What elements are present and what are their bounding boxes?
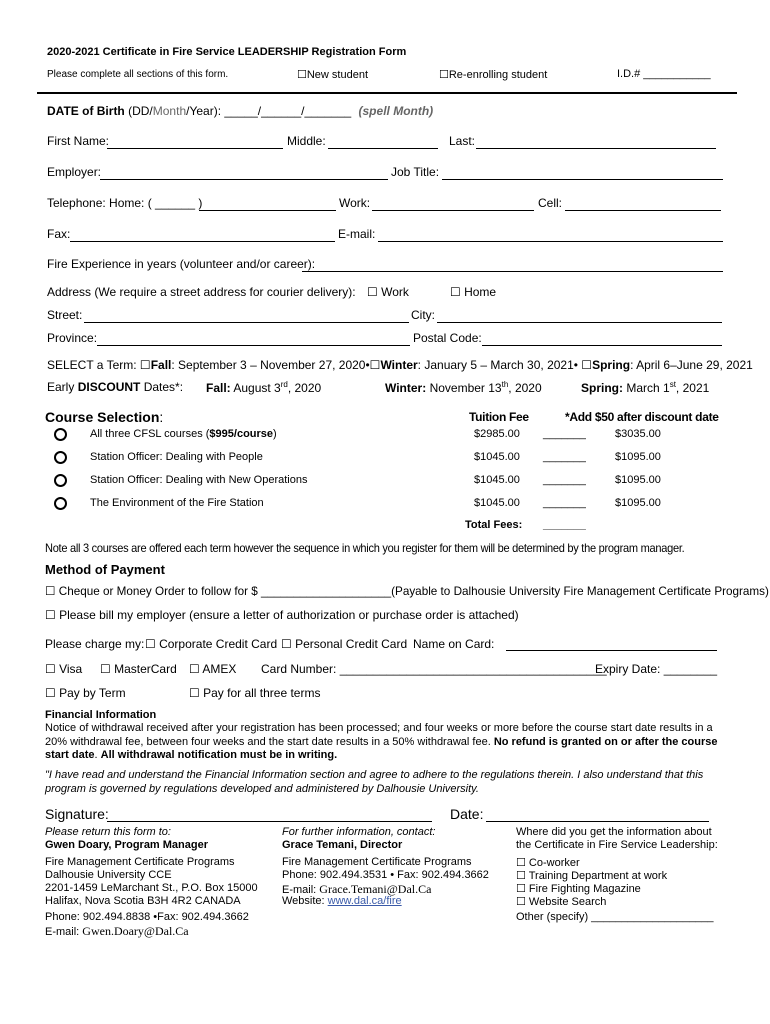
financial-line3-normal: .: [94, 749, 101, 761]
program-manager-name: Gwen Doary, Program Manager: [45, 839, 209, 851]
middle-name-label: Middle:: [287, 134, 326, 148]
home-phone-input[interactable]: [199, 210, 336, 211]
city-input[interactable]: [437, 322, 722, 323]
course-fee: $1045.00: [474, 497, 520, 509]
first-name-input[interactable]: [107, 148, 283, 149]
dob-dd: (DD/: [124, 104, 153, 118]
signature-label: Signature:: [45, 806, 109, 822]
pay-all-terms-checkbox[interactable]: ☐ Pay for all three terms: [189, 686, 321, 700]
winter-discount-date: [385, 380, 542, 395]
dob-month: Month: [152, 104, 187, 118]
source-training-department-checkbox[interactable]: ☐ Training Department at work: [516, 870, 668, 882]
financial-info-line-1: Notice of withdrawal received after your registration has been processed; and four weeks or more before the course start date results in a: [45, 722, 713, 734]
header-divider: [37, 92, 737, 94]
course-name-environment: The Environment of the Fire Station: [90, 497, 264, 509]
form-instructions: Please complete all sections of this form.: [47, 69, 229, 80]
discount-fee-header: *Add $50 after discount date: [565, 410, 719, 424]
early-discount-label: [47, 380, 183, 394]
reenrolling-student-checkbox[interactable]: ☐Re-enrolling student: [439, 69, 548, 81]
new-student-checkbox[interactable]: ☐New student: [297, 69, 369, 81]
id-number-field[interactable]: I.D.# ___________: [617, 68, 711, 80]
term-spring-dates: : April 6–June 29, 2021: [630, 358, 753, 372]
winter-disc-date: November 13: [426, 381, 502, 395]
last-name-input[interactable]: [476, 148, 716, 149]
spring-disc-sup: st: [669, 380, 676, 389]
form-title: 2020-2021 Certificate in Fire Service LEADERSHIP Registration Form: [47, 46, 407, 58]
course-sequence-note: Note all 3 courses are offered each term however the sequence in which you register for them will be determined by the program manager.: [45, 541, 685, 555]
bill-employer-checkbox[interactable]: ☐ Please bill my employer (ensure a letter of authorization or purchase order is attached): [45, 608, 519, 622]
financial-line3-bold: start date: [45, 749, 95, 761]
course-amount-blank[interactable]: _______: [543, 474, 586, 486]
fall-disc-date: August 3: [230, 381, 281, 395]
email-input[interactable]: [378, 241, 723, 242]
course-name-bold: $995/course: [209, 428, 274, 440]
total-fees-label: Total Fees:: [465, 519, 523, 531]
corporate-card-checkbox[interactable]: ☐ Corporate Credit Card: [145, 637, 278, 651]
name-on-card-label: Name on Card:: [413, 637, 495, 651]
tuition-fee-header: Tuition Fee: [469, 410, 529, 424]
charge-my-label: Please charge my:: [45, 637, 145, 651]
return-email-label: E-mail:: [45, 926, 83, 938]
course-selection-heading: [45, 409, 163, 425]
fall-discount-date: [206, 380, 321, 395]
pay-by-term-checkbox[interactable]: ☐ Pay by Term: [45, 686, 126, 700]
work-phone-label: Work:: [339, 196, 371, 210]
return-phone-fax: Phone: 902.494.8838 •Fax: 902.494.3662: [45, 911, 249, 923]
date-label: Date:: [450, 806, 484, 822]
fall-disc-label: Fall:: [206, 381, 231, 395]
province-input[interactable]: [97, 345, 410, 346]
cell-phone-label: Cell:: [538, 196, 563, 210]
info-website-line: [282, 895, 402, 907]
agreement-statement-line-1: "I have read and understand the Financial Information section and agree to adhere to the regulations therein. I also understand that this: [45, 769, 704, 781]
term-fall: Fall: [150, 358, 172, 372]
return-email[interactable]: Gwen.Doary@Dal.Ca: [82, 924, 189, 938]
return-email-line: [45, 924, 189, 939]
job-title-label: Job Title:: [391, 165, 440, 179]
address-work-checkbox[interactable]: ☐ Work: [367, 285, 409, 299]
course-heading-colon: :: [159, 409, 164, 425]
course-name-all-three: [90, 428, 277, 440]
winter-disc-sup: th: [501, 380, 509, 389]
card-number-field[interactable]: Card Number: ________________________________________: [261, 662, 607, 676]
street-input[interactable]: [84, 322, 409, 323]
address-home-checkbox[interactable]: ☐ Home: [450, 285, 497, 299]
early-bold: DISCOUNT: [77, 380, 141, 394]
source-magazine-checkbox[interactable]: ☐ Fire Fighting Magazine: [516, 883, 641, 895]
spring-disc-label: Spring:: [581, 381, 623, 395]
course-name-suffix: ): [273, 428, 277, 440]
postal-code-input[interactable]: [482, 345, 722, 346]
course-amount-blank[interactable]: _______: [543, 428, 586, 440]
spring-discount-date: [581, 380, 709, 395]
winter-disc-label: Winter:: [385, 381, 427, 395]
course-late-fee: $1095.00: [615, 497, 661, 509]
cell-phone-input[interactable]: [565, 210, 721, 211]
winter-disc-year: , 2020: [508, 381, 542, 395]
source-other-field[interactable]: Other (specify) ____________________: [516, 911, 714, 923]
spring-disc-year: , 2021: [675, 381, 710, 395]
course-amount-blank[interactable]: _______: [543, 451, 586, 463]
source-question-line-1: Where did you get the information about: [516, 826, 712, 838]
course-amount-blank[interactable]: _______: [543, 497, 586, 509]
mastercard-checkbox[interactable]: ☐ MasterCard: [100, 662, 177, 676]
financial-line3-bold2: All withdrawal notification must be in writing.: [100, 749, 338, 761]
course-radio-environment[interactable]: [54, 497, 67, 510]
course-fee: $1045.00: [474, 474, 520, 486]
return-form-intro: Please return this form to:: [45, 826, 171, 838]
address-label: Address (We require a street address for courier delivery):: [47, 285, 356, 299]
financial-info-heading: Financial Information: [45, 709, 157, 721]
info-email[interactable]: Grace.Temani@Dal.Ca: [319, 882, 432, 896]
fall-disc-sup: rd: [280, 380, 288, 389]
work-phone-input[interactable]: [372, 210, 534, 211]
expiry-date-field[interactable]: Expiry Date: ________: [595, 662, 718, 676]
date-of-birth-field[interactable]: [47, 104, 433, 118]
cheque-checkbox[interactable]: ☐ Cheque or Money Order to follow for $ ____________________(Payable to Dalhousie University Fire Management Certificate Programs): [45, 584, 769, 598]
financial-info-line-3: [45, 749, 337, 761]
course-name-prefix: All three CFSL courses (: [90, 428, 210, 440]
middle-name-input[interactable]: [328, 148, 438, 149]
amex-checkbox[interactable]: ☐ AMEX: [189, 662, 237, 676]
payment-heading: Method of Payment: [45, 562, 165, 577]
date-input[interactable]: [486, 821, 709, 822]
early-prefix: Early: [47, 380, 78, 394]
return-address-line-4: Halifax, Nova Scotia B3H 4R2 CANADA: [45, 895, 241, 907]
employer-label: Employer:: [47, 165, 102, 179]
course-name-new-operations: Station Officer: Dealing with New Operations: [90, 474, 308, 486]
financial-line2-bold: No refund is granted on or after the course: [493, 736, 718, 748]
job-title-input[interactable]: [442, 179, 723, 180]
province-label: Province:: [47, 331, 98, 345]
dob-spell-note: (spell Month): [358, 104, 434, 118]
name-on-card-input[interactable]: [506, 650, 717, 651]
source-website-checkbox[interactable]: ☐ Website Search: [516, 896, 607, 908]
financial-line2-normal: 20% withdrawal fee, between four weeks and the start date results in a 50% withdrawal fee.: [45, 736, 494, 748]
course-name-dealing-with-people: Station Officer: Dealing with People: [90, 451, 263, 463]
info-program-line: Fire Management Certificate Programs: [282, 856, 472, 868]
course-late-fee: $3035.00: [615, 428, 661, 440]
dob-label: DATE of Birth: [47, 104, 125, 118]
info-website-label: Website:: [282, 895, 328, 907]
email-label: E-mail:: [338, 227, 376, 241]
fax-label: Fax:: [47, 227, 71, 241]
course-radio-dealing-with-people[interactable]: [54, 451, 67, 464]
fall-disc-year: , 2020: [287, 381, 322, 395]
spring-disc-date: March 1: [623, 381, 670, 395]
term-spring: Spring: [592, 358, 631, 372]
source-coworker-checkbox[interactable]: ☐ Co-worker: [516, 857, 580, 869]
term-selection[interactable]: [47, 358, 753, 372]
home-phone-label: Telephone: Home: ( ______ ): [47, 196, 203, 210]
city-label: City:: [411, 308, 435, 322]
director-name: Grace Temani, Director: [282, 839, 403, 851]
term-fall-dates: : September 3 – November 27, 2020•☐: [171, 358, 381, 372]
early-suffix: Dates*:: [140, 380, 184, 394]
course-late-fee: $1095.00: [615, 451, 661, 463]
visa-checkbox[interactable]: ☐ Visa: [45, 662, 83, 676]
agreement-statement-line-2: program is governed by regulations developed and administered by Dalhousie University.: [45, 783, 479, 795]
return-address-line-1: Fire Management Certificate Programs: [45, 856, 235, 868]
postal-code-label: Postal Code:: [413, 331, 482, 345]
personal-card-checkbox[interactable]: ☐ Personal Credit Card: [281, 637, 408, 651]
term-select-prefix: SELECT a Term: ☐: [47, 358, 151, 372]
info-website-link[interactable]: www.dal.ca/fire: [327, 895, 402, 907]
source-question-line-2: the Certificate in Fire Service Leadership:: [516, 839, 718, 851]
last-name-label: Last:: [449, 134, 476, 148]
info-email-label: E-mail:: [282, 884, 320, 896]
first-name-label: First Name:: [47, 134, 110, 148]
return-address-line-2: Dalhousie University CCE: [45, 869, 172, 881]
course-heading-text: Course Selection: [45, 409, 160, 425]
course-fee: $2985.00: [474, 428, 520, 440]
term-winter-dates: : January 5 – March 30, 2021• ☐: [417, 358, 593, 372]
term-winter: Winter: [380, 358, 418, 372]
fire-experience-input[interactable]: [302, 271, 723, 272]
street-label: Street:: [47, 308, 83, 322]
info-phone-fax: Phone: 902.494.3531 • Fax: 902.494.3662: [282, 869, 489, 881]
employer-input[interactable]: [100, 179, 388, 180]
fax-input[interactable]: [70, 241, 335, 242]
course-radio-new-operations[interactable]: [54, 474, 67, 487]
return-address-line-3: 2201-1459 LeMarchant St., P.O. Box 15000: [45, 882, 258, 894]
course-late-fee: $1095.00: [615, 474, 661, 486]
course-radio-all-three[interactable]: [54, 428, 67, 441]
total-fees-blank[interactable]: _______: [543, 519, 586, 531]
info-contact-intro: For further information, contact:: [282, 826, 436, 838]
financial-info-line-2: [45, 736, 718, 748]
fire-experience-label: Fire Experience in years (volunteer and/or career):: [47, 257, 316, 271]
dob-year: /Year): _____/______/_______: [186, 104, 352, 118]
signature-input[interactable]: [107, 821, 432, 822]
course-fee: $1045.00: [474, 451, 520, 463]
